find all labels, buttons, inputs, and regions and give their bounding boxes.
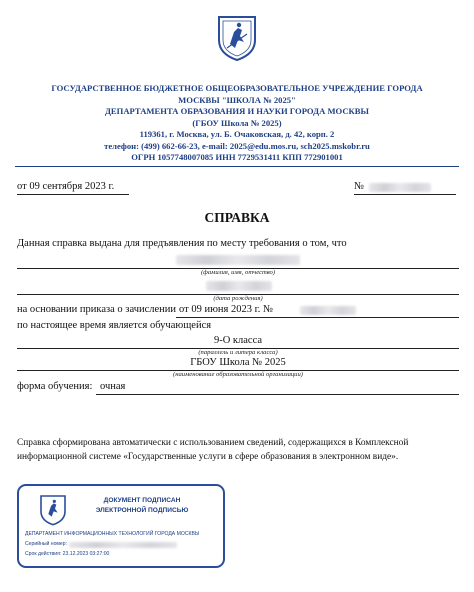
header-line: ОГРН 1057748007085 ИНН 7729531411 КПП 772901001 (131, 152, 343, 162)
caption-class: (параллель и литера класса) (198, 349, 278, 356)
redacted-serial-number (69, 542, 177, 548)
doc-date: от 09 сентября 2023 г. (17, 181, 115, 192)
basis-value: от 09 июня 2023 г. № (179, 304, 274, 315)
redacted-full-name (176, 255, 300, 265)
doc-number-prefix: № (354, 181, 365, 192)
header-line: ГОСУДАРСТВЕННОЕ БЮДЖЕТНОЕ ОБЩЕОБРАЗОВАТЕЛЬНОЕ УЧРЕЖДЕНИЕ ГОРОДА (51, 83, 423, 93)
caption-fio: (фамилия, имя, отчество) (200, 269, 276, 276)
header-line: ДЕПАРТАМЕНТА ОБРАЗОВАНИЯ И НАУКИ ГОРОДА МОСКВЫ (105, 106, 369, 116)
basis-line (176, 317, 459, 318)
footer-note-line-1: Справка сформирована автоматически с использованием сведений, содержащихся в Комплексной (17, 438, 409, 448)
stamp-emblem-icon (39, 494, 67, 526)
redacted-order-number (300, 306, 356, 315)
date-underline (17, 194, 129, 195)
redacted-birth-date (206, 281, 272, 291)
header-line: МОСКВЫ "ШКОЛА № 2025" (178, 94, 296, 105)
basis-label: на основании приказа о зачислении (17, 304, 177, 315)
stamp-org: ДЕПАРТАМЕНТ ИНФОРМАЦИОННЫХ ТЕХНОЛОГИЙ ГОРОДА МОСКВЫ (25, 531, 200, 537)
study-form-line (96, 394, 459, 395)
doc-title: СПРАВКА (204, 210, 270, 225)
stamp-serial-label: Серийный номер: (25, 541, 67, 547)
e-signature-stamp (17, 484, 225, 568)
caption-school: (наименование образовательной организации) (173, 371, 303, 378)
header-line: (ГБОУ Школа № 2025) (192, 117, 282, 128)
caption-dob: (дата рождения) (213, 295, 263, 302)
moscow-emblem-icon (216, 14, 258, 62)
header-divider (15, 166, 459, 167)
redacted-doc-number (369, 183, 431, 192)
current-status-label: по настоящее время является обучающейся (17, 320, 212, 331)
header-line: телефон: (499) 662-66-23, e-mail: 2025@edu.mos.ru, sch2025.mskobr.ru (104, 140, 370, 151)
header-line: 119361, г. Москва, ул. Б. Очаковская, д. 42, корп. 2 (139, 129, 335, 139)
intro-text: Данная справка выдана для предъявления по месту требования о том, что (17, 238, 347, 249)
school-value: ГБОУ Школа № 2025 (190, 357, 286, 368)
stamp-title-2: ЭЛЕКТРОННОЙ ПОДПИСЬЮ (95, 507, 189, 514)
org-header (0, 83, 474, 164)
footer-note-line-2: информационной системе «Государственные услуги в сфере образования в электронном виде». (17, 452, 399, 462)
stamp-title-1: ДОКУМЕНТ ПОДПИСАН (103, 497, 181, 504)
class-value: 9-О класса (213, 335, 263, 346)
study-form-value: очная (100, 381, 126, 392)
number-underline (354, 194, 456, 195)
study-form-label: форма обучения: (17, 381, 93, 392)
stamp-validity: Срок действия: 23.12.2023 03:27:00 (25, 551, 110, 557)
